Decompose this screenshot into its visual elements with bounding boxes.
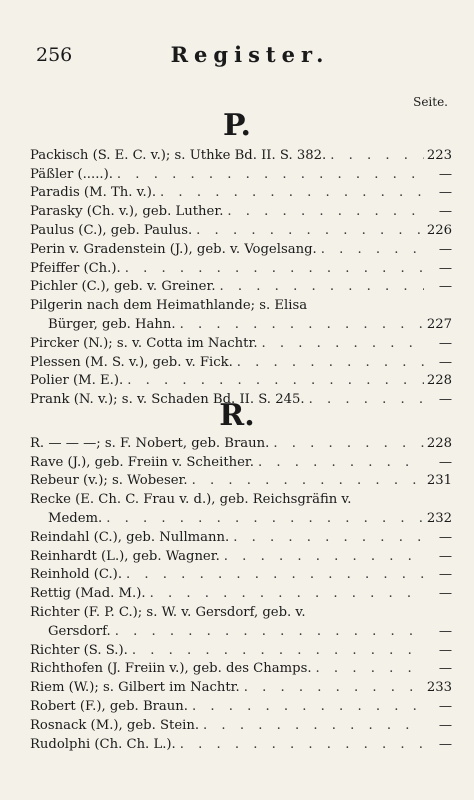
entry-page-number: —: [438, 642, 452, 658]
register-entry: [30, 165, 452, 184]
entry-text: Richter (S. S.).: [30, 642, 128, 658]
dot-leader: [188, 698, 424, 716]
entry-page-number: —: [438, 204, 452, 220]
entry-text: Pfeiffer (Ch.).: [30, 260, 121, 276]
entry-text: Recke (E. Ch. C. Frau v. d.), geb. Reichsgräfin v.: [30, 492, 352, 508]
dot-leader: [102, 510, 424, 528]
entry-text: Riem (W.); s. Gilbert im Nachtr.: [30, 680, 240, 696]
entry-text: Prank (N. v.); s. v. Schaden Bd. II. S. 245.: [30, 392, 305, 408]
dot-leader: [312, 660, 424, 678]
register-entry: [30, 453, 452, 472]
entry-text: Rettig (Mad. M.).: [30, 586, 146, 602]
entry-page-number: —: [438, 717, 452, 733]
entry-text: Packisch (S. E. C. v.); s. Uthke Bd. II. S. 382.: [30, 147, 327, 163]
dot-leader: [199, 717, 424, 735]
dot-leader: [229, 529, 424, 547]
entry-page-number: —: [438, 529, 452, 545]
entry-text: Reindahl (C.), geb. Nullmann.: [30, 529, 230, 545]
register-entry: [30, 434, 452, 453]
register-entry-continuation: [30, 622, 452, 641]
dot-leader: [121, 260, 424, 278]
entry-page-number: 231: [426, 473, 452, 489]
entry-page-number: 227: [426, 316, 452, 332]
dot-leader: [111, 623, 424, 641]
dot-leader: [128, 642, 424, 660]
entry-page-number: 223: [426, 147, 452, 163]
dot-leader: [176, 736, 424, 754]
register-entry: [30, 334, 452, 353]
entry-list-p: [30, 146, 452, 409]
register-entry: [30, 372, 452, 391]
register-entry: [30, 259, 452, 278]
entry-text: Päßler (.....).: [30, 166, 113, 182]
dot-leader: [122, 566, 424, 584]
entry-text: Rosnack (M.), geb. Stein.: [30, 717, 200, 733]
register-entry: [30, 146, 452, 165]
dot-leader: [123, 372, 424, 390]
entry-text: Pircker (N.); s. v. Cotta im Nachtr.: [30, 335, 258, 351]
entry-page-number: —: [438, 241, 452, 257]
entry-text: Paulus (C.), geb. Paulus.: [30, 222, 193, 238]
entry-text: Richthofen (J. Freiin v.), geb. des Champs.: [30, 661, 312, 677]
dot-leader: [146, 585, 424, 603]
dot-leader: [223, 203, 424, 221]
entry-page-number: —: [438, 661, 452, 677]
entry-page-number: —: [438, 736, 452, 752]
entry-page-number: —: [438, 567, 452, 583]
entry-page-number: —: [438, 335, 452, 351]
entry-page-number: —: [438, 454, 452, 470]
dot-leader: [233, 354, 424, 372]
register-entry: [30, 528, 452, 547]
entry-page-number: 226: [426, 222, 452, 238]
entry-text: Richter (F. P. C.); s. W. v. Gersdorf, geb. v.: [30, 604, 306, 620]
section-heading-r: R.: [219, 398, 255, 433]
entry-text: Bürger, geb. Hahn.: [48, 316, 176, 332]
dot-leader: [192, 222, 424, 240]
entry-text: Polier (M. E.).: [30, 373, 124, 389]
dot-leader: [258, 335, 424, 353]
register-entry: [30, 278, 452, 297]
entry-page-number: 228: [426, 435, 452, 451]
dot-leader: [326, 147, 424, 165]
register-entry-continuation: [30, 509, 452, 528]
dot-leader: [176, 316, 424, 334]
register-entry: [30, 184, 452, 203]
entry-page-number: —: [438, 354, 452, 370]
dot-leader: [216, 278, 424, 296]
dot-leader: [220, 548, 424, 566]
register-entry: [30, 735, 452, 754]
entry-page-number: —: [438, 548, 452, 564]
register-entry: [30, 221, 452, 240]
dot-leader: [113, 166, 424, 184]
register-entry: [30, 678, 452, 697]
entry-page-number: 228: [426, 373, 452, 389]
entry-text: Robert (F.), geb. Braun.: [30, 698, 188, 714]
register-entry: [30, 603, 452, 622]
register-entry: [30, 641, 452, 660]
page-number: 256: [36, 44, 73, 66]
entry-text: Rudolphi (Ch. Ch. L.).: [30, 736, 176, 752]
entry-page-number: —: [438, 623, 452, 639]
register-entry: [30, 584, 452, 603]
entry-page-number: 233: [426, 680, 452, 696]
running-title: Register.: [170, 42, 330, 67]
register-entry: [30, 240, 452, 259]
entry-text: Pilgerin nach dem Heimathlande; s. Elisa: [30, 298, 308, 314]
register-entry: [30, 202, 452, 221]
register-entry: [30, 660, 452, 679]
entry-page-number: 232: [426, 510, 452, 526]
dot-leader: [269, 435, 424, 453]
register-entry-continuation: [30, 315, 452, 334]
register-entry: [30, 566, 452, 585]
register-entry: [30, 547, 452, 566]
entry-text: Plessen (M. S. v.), geb. v. Fick.: [30, 354, 233, 370]
register-entry: [30, 697, 452, 716]
entry-text: Perin v. Gradenstein (J.), geb. v. Vogelsang.: [30, 241, 317, 257]
register-entry: [30, 353, 452, 372]
entry-text: Gersdorf.: [48, 623, 111, 639]
register-entry: [30, 716, 452, 735]
entry-page-number: —: [438, 392, 452, 408]
dot-leader: [156, 184, 424, 202]
entry-text: Parasky (Ch. v.), geb. Luther.: [30, 204, 224, 220]
entry-text: Reinhold (C.).: [30, 567, 123, 583]
page-column-label: Seite.: [413, 95, 448, 109]
entry-page-number: —: [438, 166, 452, 182]
dot-leader: [188, 472, 424, 490]
entry-text: Rebeur (v.); s. Wobeser.: [30, 473, 188, 489]
entry-page-number: —: [438, 586, 452, 602]
dot-leader: [240, 679, 424, 697]
dot-leader: [317, 241, 424, 259]
dot-leader: [254, 454, 424, 472]
section-heading-p: P.: [222, 108, 252, 143]
entry-text: Pichler (C.), geb. v. Greiner.: [30, 279, 216, 295]
entry-text: Paradis (M. Th. v.).: [30, 185, 157, 201]
entry-page-number: —: [438, 260, 452, 276]
register-entry: [30, 472, 452, 491]
register-entry: [30, 296, 452, 315]
entry-page-number: —: [438, 185, 452, 201]
entry-text: R. — — —; s. F. Nobert, geb. Braun.: [30, 435, 270, 451]
entry-text: Rave (J.), geb. Freiin v. Scheither.: [30, 454, 254, 470]
entry-text: Medem.: [48, 510, 103, 526]
register-entry: [30, 490, 452, 509]
entry-page-number: —: [438, 279, 452, 295]
entry-text: Reinhardt (L.), geb. Wagner.: [30, 548, 220, 564]
entry-page-number: —: [438, 698, 452, 714]
entry-list-r: [30, 434, 452, 754]
